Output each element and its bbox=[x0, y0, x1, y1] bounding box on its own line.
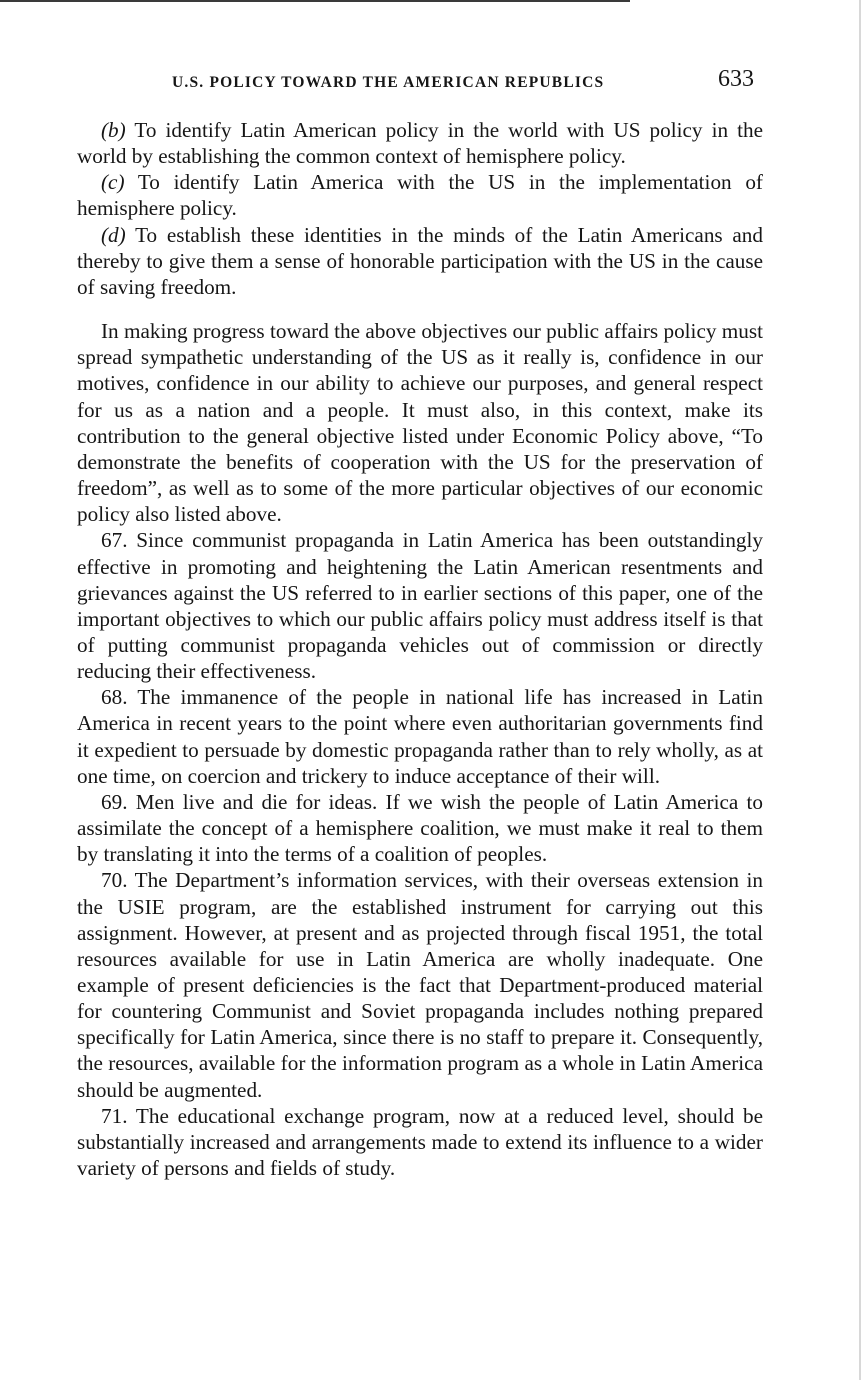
paragraph-public-affairs: In making progress toward the above objectives our public affairs policy must spread sympathetic understanding of the US as it really is, confidence in our motives, confidence in our ability to achieve our purposes, and general respect for us as a nation and a people. It must also, in this context, make its contribution to the general objective listed under Economic Policy above, “To demonstrate the benefits of cooperation with the US for the preservation of freedom”, as well as to some of the more particular objectives of our economic policy also listed above. bbox=[77, 319, 763, 527]
objective-label: (b) bbox=[101, 118, 126, 142]
objective-label: (d) bbox=[101, 222, 126, 247]
objective-b bbox=[77, 117, 763, 169]
running-title: U.S. POLICY TOWARD THE AMERICAN REPUBLICS bbox=[172, 74, 605, 91]
objective-c bbox=[77, 169, 763, 221]
objective-text: To identify Latin America with the US in the implementation of hemisphere policy. bbox=[77, 170, 763, 221]
body-text bbox=[77, 117, 763, 1181]
paragraph-69: 69. Men live and die for ideas. If we wish the people of Latin America to assimilate the concept of a hemisphere coalition, we must make it real to them by translating it into the terms of a coalition of peoples. bbox=[77, 789, 763, 867]
objective-text: To establish these identities in the minds of the Latin Americans and thereby to give them a sense of honorable participation with the US in the cause of saving freedom. bbox=[77, 222, 763, 299]
top-edge-rule bbox=[0, 0, 630, 2]
paragraph-71: 71. The educational exchange program, now at a reduced level, should be substantially increased and arrangements made to extend its influence to a wider variety of persons and fields of study. bbox=[77, 1103, 763, 1181]
paragraph-gap bbox=[77, 300, 763, 318]
objective-text: To identify Latin American policy in the world with US policy in the world by establishing the common context of hemisphere policy. bbox=[77, 118, 763, 169]
page-number: 633 bbox=[718, 66, 754, 92]
objective-d bbox=[77, 222, 763, 300]
paragraph-70: 70. The Department’s information services, with their overseas extension in the USIE program, are the established instrument for carrying out this assignment. However, at present and as projected through fiscal 1951, the total resources available for use in Latin America are wholly inadequate. One example of present deficiencies is the fact that Department-produced material for countering Communist and Soviet propaganda includes nothing prepared specifically for Latin America, since there is no staff to prepare it. Consequently, the resources, available for the information program as a whole in Latin America should be augmented. bbox=[77, 868, 763, 1102]
paragraph-68: 68. The immanence of the people in national life has increased in Latin America in recent years to the point where even authoritarian governments find it expedient to persuade by domestic propaganda rather than to rely wholly, as at one time, on coercion and trickery to induce acceptance of their will. bbox=[77, 685, 763, 788]
objective-label: (c) bbox=[101, 170, 125, 195]
paragraph-67: 67. Since communist propaganda in Latin America has been outstandingly effective in promoting and heightening the Latin American resentments and grievances against the US referred to in earlier sections of this paper, one of the important objectives to which our public affairs policy must address itself is that of putting communist propaganda vehicles out of commission or directly reducing their effectiveness. bbox=[77, 528, 763, 684]
